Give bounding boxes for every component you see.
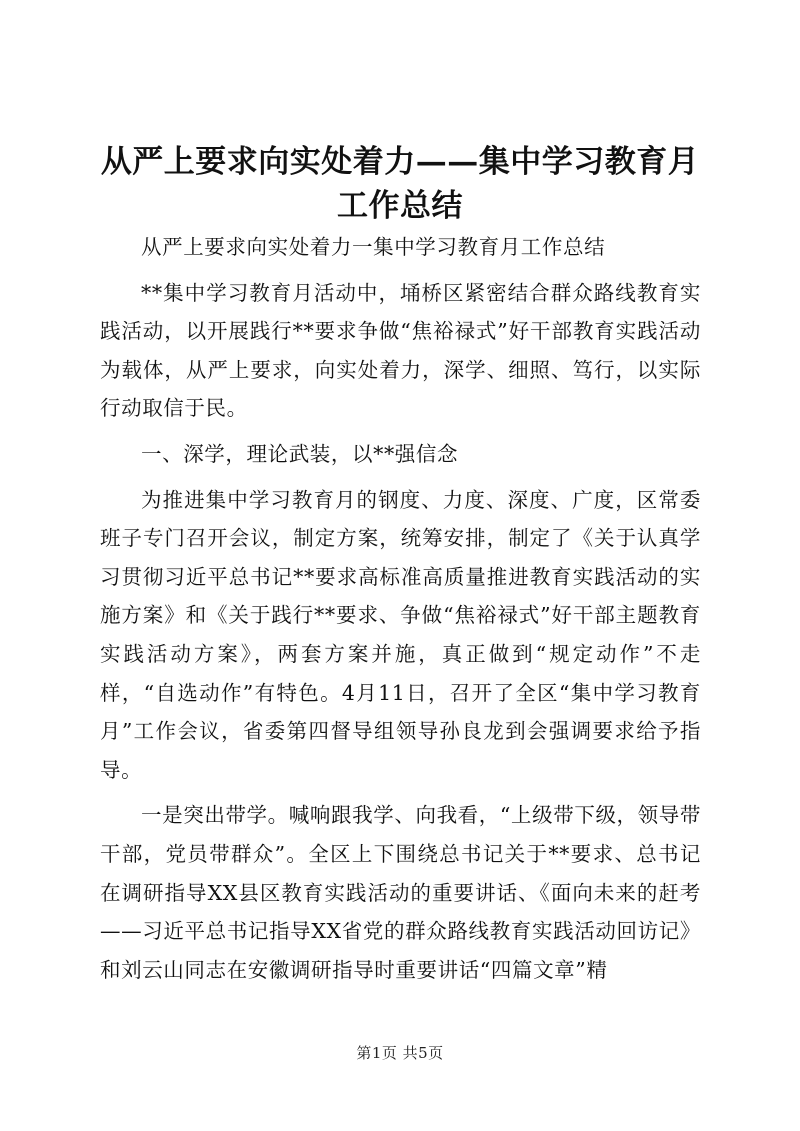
page-number-footer: 第1页 共5页 xyxy=(356,1044,444,1062)
paragraph-lead-study: 一是突出带学。喊响跟我学、向我看，“上级带下级，领导带干部，党员带群众”。全区上下围绕总书记关于**要求、总书记在调研指导XX县区教育实践活动的重要讲话、《面向未来的赶考——习近平总书记指导XX省党的群众路线教育实践活动回访记》和刘云山同志在安徽调研指导时重要讲话“四篇文章”精 xyxy=(100,803,701,982)
paragraph-subtitle: 从严上要求向实处着力一集中学习教育月工作总结 xyxy=(141,235,606,259)
paragraph-section-1: 为推进集中学习教育月的钢度、力度、深度、广度，区常委班子专门召开会议，制定方案，统筹安排，制定了《关于认真学习贯彻习近平总书记**要求高标准高质量推进教育实践活动的实施方案》和《关于践行**要求、争做“焦裕禄式”好干部主题教育实践活动方案》，两套方案并施，真正做到“规定动作”不走样，“自选动作”有特色。4月11日，召开了全区“集中学习教育月”工作会议，省委第四督导组领导孙良龙到会强调要求给予指导。 xyxy=(100,487,701,782)
paragraph-intro: **集中学习教育月活动中，埇桥区紧密结合群众路线教育实践活动，以开展践行**要求争做“焦裕禄式”好干部教育实践活动为载体，从严上要求，向实处着力，深学、细照、笃行，以实际行动取信于民。 xyxy=(100,280,701,421)
document-body xyxy=(100,228,701,996)
section-heading-1: 一、深学，理论武装，以**强信念 xyxy=(141,441,459,466)
document-title: 从严上要求向实处着力——集中学习教育月工作总结 xyxy=(100,144,700,224)
